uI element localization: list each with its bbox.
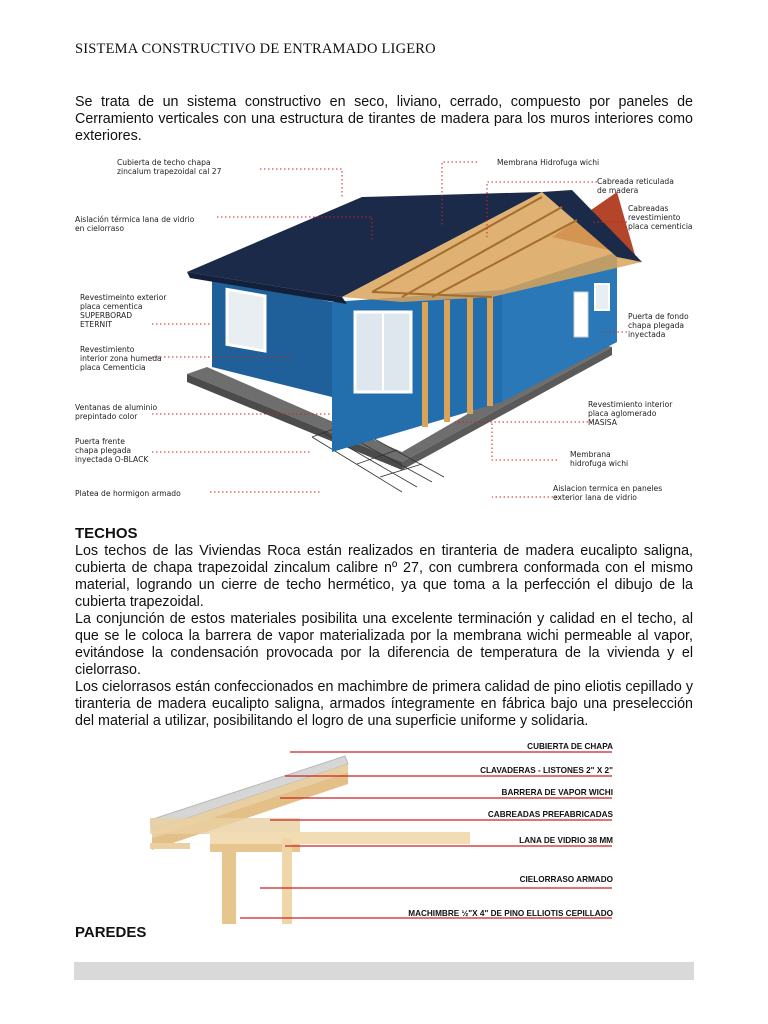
post-right (282, 838, 292, 924)
left-window (227, 289, 265, 351)
paredes-title: PAREDES (75, 924, 147, 941)
label-aislacion-paneles: Aislacion termica en paneles exterior lana de vidrio (553, 484, 663, 502)
house-construction-illustration (72, 152, 696, 512)
label-lana-vidrio: LANA DE VIDRIO 38 MM (519, 836, 613, 845)
page-footer-bar (74, 962, 694, 980)
document-heading: SISTEMA CONSTRUCTIVO DE ENTRAMADO LIGERO (75, 41, 436, 57)
intro-paragraph: Se trata de un sistema constructivo en seco, liviano, cerrado, compuesto por paneles de Cerramiento verticales con una estructura de tirantes de madera para los muros interiores como exteriores. (75, 94, 693, 144)
roof-section-diagram (150, 738, 620, 926)
techos-body (75, 543, 693, 730)
label-cabreadas-revestimiento: Cabreadas revestimiento placa cementicia (628, 204, 693, 231)
techos-paragraph-1: Los techos de las Viviendas Roca están realizados en tiranteria de madera eucalipto saligna, cubierta de chapa trapezoidal zincalum calibre nº 27, con cumbrera conformada con el mismo material, logrando un cierre de techo hermético, ya que toma a la perfección el dibujo de la cubierta trapezoidal. (75, 543, 693, 610)
label-membrana-bottom: Membrana hidrofuga wichi (570, 450, 629, 468)
label-revestimiento-exterior: Revestimeinto exterior placa cementica SUPERBORAD ETERNIT (80, 293, 167, 329)
label-cielorraso: CIELORRASO ARMADO (519, 875, 613, 884)
label-membrana-top: Membrana Hidrofuga wichi (497, 158, 600, 167)
label-ventanas: Ventanas de aluminio prepintado color (75, 403, 158, 421)
label-cubierta: Cubierta de techo chapa zincalum trapezoidal cal 27 (117, 158, 222, 176)
label-cabreada-reticulada: Cabreada reticulada de madera (597, 177, 674, 195)
label-revestimiento-interior: Revestimiento interior zona humeda placa Cementicia (80, 345, 162, 372)
techos-paragraph-2: La conjunción de estos materiales posibilita una excelente terminación y calidad en el techo, al que se le coloca la barrera de vapor materializada por la membrana wichi permeable al vapor, evitándose la condensación provocada por la diferencia de temperatura de la vivienda y el cielorraso. (75, 611, 693, 678)
label-puerta-fondo: Puerta de fondo chapa plegada inyectada (628, 312, 689, 339)
label-cabreadas: CABREADAS PREFABRICADAS (487, 810, 613, 819)
label-clavaderas: CLAVADERAS - LISTONES 2" X 2" (480, 766, 613, 775)
label-machimbre: MACHIMBRE ½"X 4" DE PINO ELLIOTIS CEPILLADO (408, 909, 613, 918)
techos-paragraph-3: Los cielorrasos están confeccionados en machimbre de primera calidad de pino eliotis cepillado y tiranteria de madera eucalipto saligna, armados íntegramente en fábrica bajo una preselección del material a utilizar, posibilitando el logro de una superficie uniforme y solidaria. (75, 679, 693, 729)
back-door (574, 292, 588, 337)
ceiling-board (210, 832, 470, 844)
label-cubierta-chapa: CUBIERTA DE CHAPA (527, 742, 613, 751)
label-platea: Platea de hormigon armado (75, 489, 181, 498)
post-left (222, 852, 236, 924)
label-puerta-frente: Puerta frente chapa plegada inyectada O-BLACK (75, 437, 149, 464)
techos-title: TECHOS (75, 525, 138, 542)
label-barrera-vapor: BARRERA DE VAPOR WICHI (501, 788, 613, 797)
label-revestimiento-masisa: Revestimiento interior placa aglomerado MASISA (588, 400, 673, 427)
label-aislacion: Aislación térmica lana de vidrio en cielorraso (75, 215, 195, 233)
